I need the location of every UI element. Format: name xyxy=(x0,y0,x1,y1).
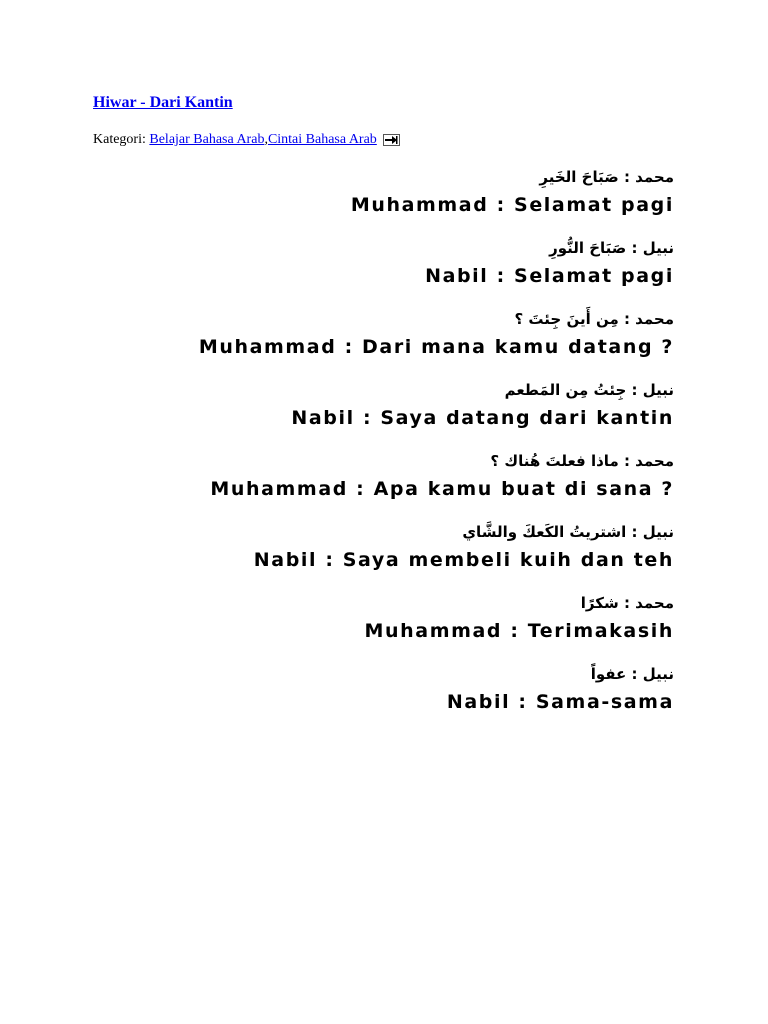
dialogue-list xyxy=(114,166,674,734)
translation-line: Muhammad : Dari mana kamu datang ? xyxy=(198,336,674,358)
category-link-belajar-bahasa-arab[interactable]: Belajar Bahasa Arab xyxy=(149,132,265,147)
arabic-line: نبيل : عفواً xyxy=(590,665,674,683)
category-link-cintai-bahasa-arab[interactable]: Cintai Bahasa Arab xyxy=(267,132,377,147)
dialogue-entry xyxy=(114,308,674,364)
post-title-link[interactable]: Hiwar - Dari Kantin xyxy=(93,94,233,111)
translation-line: Muhammad : Apa kamu buat di sana ? xyxy=(210,478,674,500)
arabic-line: نبيل : اشتريتُ الكَعكَ والشَّاي xyxy=(462,523,674,541)
translation-line: Nabil : Sama-sama xyxy=(446,691,674,713)
arabic-line: محمد : ماذا فعلتَ هُناك ؟ xyxy=(490,452,674,470)
share-arrow-icon[interactable] xyxy=(383,134,400,146)
dialogue-entry xyxy=(114,592,674,648)
arabic-line: محمد : صَبَاحَ الخَيرِ xyxy=(539,168,674,186)
arabic-line: محمد : شكرًا xyxy=(580,594,674,612)
translation-line: Nabil : Selamat pagi xyxy=(425,265,674,287)
arabic-line: نبيل : صَبَاحَ النُّورِ xyxy=(549,239,674,257)
arabic-line: نبيل : جِئتُ مِن المَطعم xyxy=(504,381,674,399)
dialogue-entry xyxy=(114,237,674,293)
translation-line: Nabil : Saya datang dari kantin xyxy=(291,407,674,429)
dialogue-entry xyxy=(114,166,674,222)
category-separator: , xyxy=(264,132,268,147)
translation-line: Muhammad : Terimakasih xyxy=(364,620,674,642)
arabic-line: محمد : مِن أَينَ جِئتَ ؟ xyxy=(514,310,674,328)
dialogue-entry xyxy=(114,663,674,719)
dialogue-entry xyxy=(114,450,674,506)
category-prefix: Kategori: xyxy=(93,132,146,147)
translation-line: Muhammad : Selamat pagi xyxy=(350,194,674,216)
translation-line: Nabil : Saya membeli kuih dan teh xyxy=(253,549,674,571)
post-categories xyxy=(93,132,400,148)
dialogue-entry xyxy=(114,521,674,577)
dialogue-entry xyxy=(114,379,674,435)
